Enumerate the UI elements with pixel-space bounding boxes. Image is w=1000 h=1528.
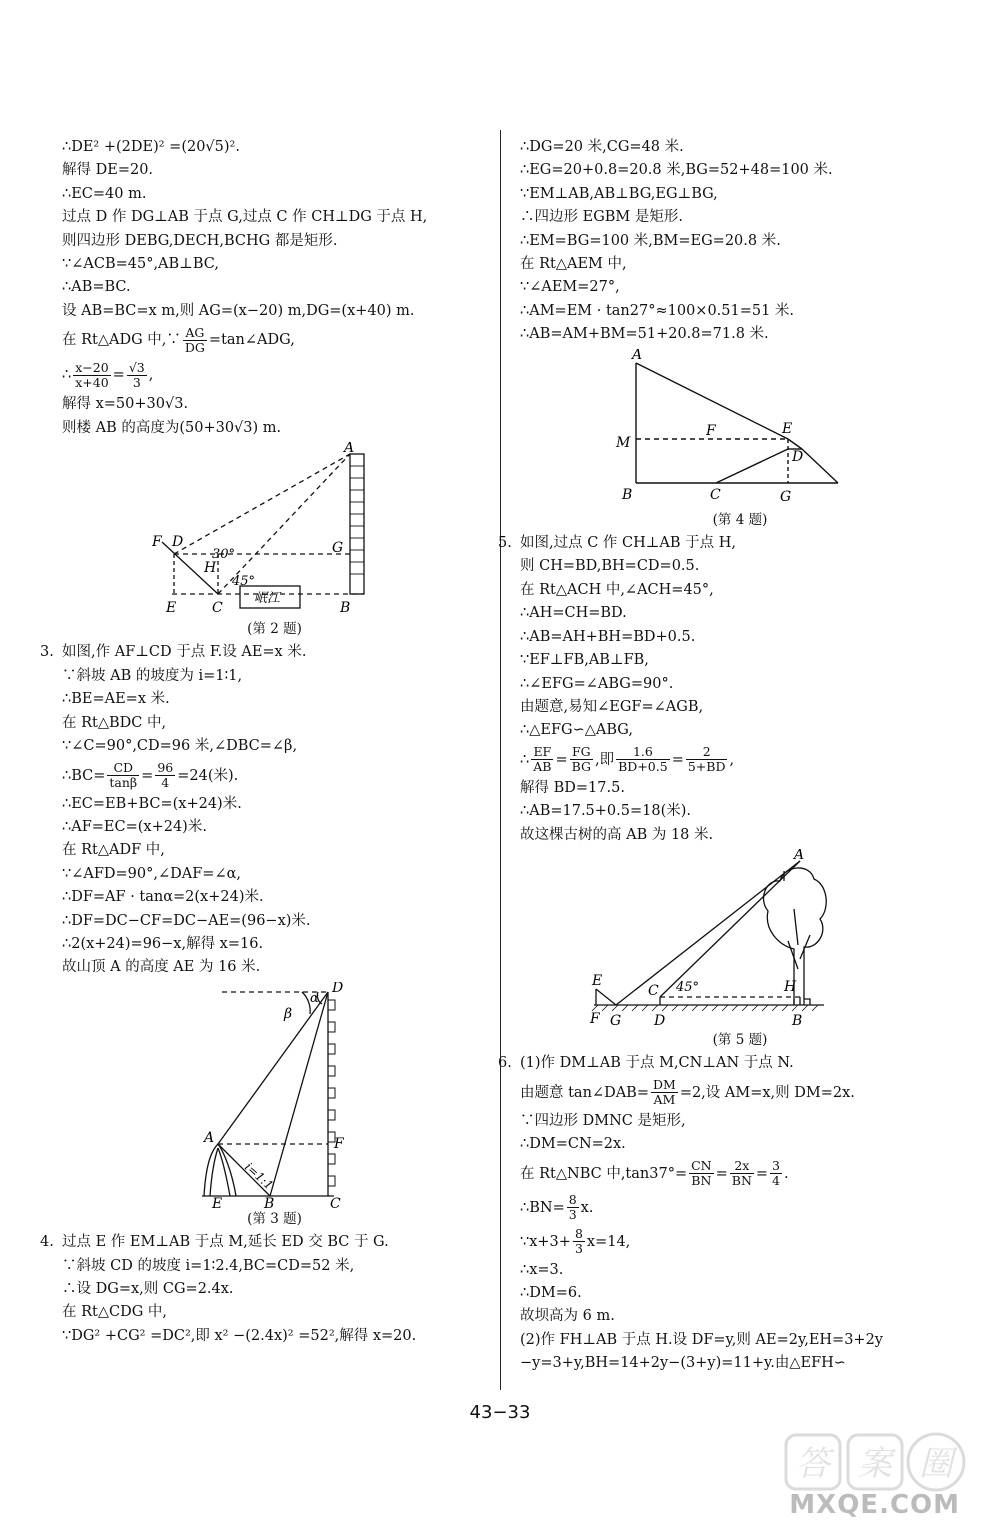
- text-line: −y=3+y,BH=14+2y−(3+y)=11+y.由△EFH∽: [520, 1355, 846, 1372]
- text-line: 设 AB=BC=x m,则 AG=(x−20) m,DG=(x+40) m.: [62, 302, 415, 319]
- problem-number: 3.: [40, 644, 54, 661]
- text-line: ∴AM=EM · tan27°≈100×0.51=51 米.: [520, 302, 795, 319]
- figure-5-diagram: [588, 849, 828, 1029]
- fraction: [127, 361, 147, 390]
- text-line: ∵斜坡 CD 的坡度 i=1∶2.4,BC=CD=52 米,: [62, 1257, 355, 1274]
- text-line: 在 Rt△CDG 中,: [62, 1304, 168, 1321]
- text-line: ∵EM⊥AB,AB⊥BG,EG⊥BG,: [520, 185, 718, 202]
- fraction: [616, 745, 670, 774]
- text-line: 故坝高为 6 m.: [520, 1308, 615, 1325]
- label-A: A: [204, 1129, 215, 1146]
- right-column: [498, 136, 960, 1376]
- text-line: ∴BE=AE=x 米.: [62, 691, 170, 708]
- label-B: B: [792, 1012, 803, 1029]
- text-line: (2)作 FH⊥AB 于点 H.设 DF=y,则 AE=2y,EH=3+2y: [520, 1331, 883, 1348]
- label-B: B: [264, 1195, 275, 1208]
- fraction-line: [520, 1191, 960, 1225]
- text-line: ∴AB=AM+BM=51+20.8=71.8 米.: [520, 326, 769, 343]
- text-line: 在 Rt△BDC 中,: [62, 714, 167, 731]
- label-F: F: [590, 1010, 600, 1027]
- text-line: ∴2(x+24)=96−x,解得 x=16.: [62, 935, 264, 952]
- watermark-char: 圈: [919, 1444, 953, 1484]
- fraction-line: [62, 323, 487, 357]
- label-D: D: [172, 534, 184, 551]
- label-C: C: [212, 600, 223, 617]
- text-line: 则四边形 DEBG,DECH,BCHG 都是矩形.: [62, 232, 338, 249]
- text-line: 则楼 AB 的高度为(50+30√3) m.: [62, 419, 282, 436]
- text-line: ∴EC=40 m.: [62, 185, 147, 202]
- text-line: 在 Rt△ACH 中,∠ACH=45°,: [520, 581, 714, 598]
- text-fragment: 由题意 tan∠DAB=: [520, 1084, 649, 1101]
- text-line: ∴DM=6.: [520, 1284, 582, 1301]
- text-line: 解得 x=50+30√3.: [62, 396, 189, 413]
- text-line: 故山顶 A 的高度 AE 为 16 米.: [62, 959, 261, 976]
- text-line: ∴EC=EB+BC=(x+24)米.: [62, 795, 242, 812]
- fraction-numerator: DM: [652, 1077, 676, 1093]
- text-fragment: 如图,过点 C 作 CH⊥AB 于点 H,: [520, 535, 737, 552]
- text-line: ∴AH=CH=BD.: [520, 605, 627, 622]
- text-line: ∴AB=BC.: [62, 279, 131, 296]
- text-line: ∴DF=DC−CF=DC−AE=(96−x)米.: [62, 912, 311, 929]
- fraction-numerator: CN: [691, 1158, 712, 1174]
- fraction-numerator: 2x: [730, 1159, 754, 1174]
- fraction-denominator: 3: [574, 1241, 583, 1257]
- text-line: ∴设 DG=x,则 CG=2.4x.: [62, 1280, 234, 1297]
- fraction-numerator: FG: [570, 745, 593, 760]
- text-fragment: ∵x+3+: [520, 1233, 571, 1250]
- label-H: H: [204, 560, 217, 577]
- label-G: G: [610, 1012, 622, 1029]
- text-fragment: x=14,: [586, 1233, 631, 1250]
- label-45: 45°: [232, 574, 256, 590]
- fraction-numerator: CD: [107, 761, 139, 776]
- label-G: G: [332, 540, 344, 557]
- fraction-denominator: 5+BD: [687, 759, 726, 775]
- text-line: ∴DM=CN=2x.: [520, 1136, 626, 1153]
- label-G: G: [780, 488, 792, 505]
- figure-2-diagram: [152, 442, 392, 618]
- label-D: D: [792, 448, 804, 465]
- text-line: ∴AF=EC=(x+24)米.: [62, 818, 207, 835]
- fraction-denominator: tanβ: [109, 775, 138, 790]
- text-line: 在 Rt△AEM 中,: [520, 256, 627, 273]
- label-45: 45°: [676, 979, 700, 995]
- fraction-denominator: BN: [691, 1173, 712, 1189]
- text-fragment: (1)作 DM⊥AB 于点 M,CN⊥AN 于点 N.: [520, 1055, 794, 1072]
- fraction-denominator: 3: [568, 1207, 577, 1223]
- fraction-numerator: EF: [531, 745, 553, 760]
- text-line: ∵∠C=90°,CD=96 米,∠DBC=∠β,: [62, 738, 298, 755]
- text-fragment: ,: [148, 367, 154, 384]
- fraction: [689, 1159, 714, 1188]
- text-fragment: =: [112, 367, 125, 384]
- label-C: C: [330, 1195, 341, 1208]
- fraction-numerator: 2: [686, 745, 728, 760]
- text-line: 由题意,易知∠EGF=∠AGB,: [520, 698, 704, 715]
- fraction: [651, 1078, 678, 1107]
- left-column: [40, 136, 487, 1348]
- problem-number: 5.: [498, 535, 512, 552]
- watermark-char: 答: [796, 1444, 830, 1484]
- label-H: H: [784, 978, 797, 995]
- fraction-line: 在 Rt△NBC 中,tan37°= $\frac{CN}{BN}$ = $\frac{2x}{BN}$ = $\frac{3}{4}$ .: [520, 1158, 789, 1189]
- fraction-denominator: AB: [533, 759, 552, 775]
- label-C: C: [648, 982, 659, 999]
- text-fragment: .: [784, 1165, 789, 1182]
- fraction: [155, 761, 175, 790]
- text-line: ∵∠ACB=45°,AB⊥BC,: [62, 256, 219, 273]
- text-fragment: ∴BN=: [520, 1199, 565, 1216]
- text-line: ∴x=3.: [520, 1261, 564, 1278]
- text-fragment: ,: [729, 751, 735, 768]
- column-divider: [500, 130, 501, 1390]
- text-line: ∴AB=17.5+0.5=18(米).: [520, 803, 692, 820]
- figure-caption: (第 3 题): [247, 1210, 302, 1227]
- text-line: ∵∠AFD=90°,∠DAF=∠α,: [62, 865, 241, 882]
- text-line: [498, 532, 960, 555]
- label-D: D: [654, 1012, 666, 1029]
- fraction-denominator: BG: [571, 759, 592, 775]
- fraction-numerator: x−20: [75, 359, 109, 375]
- fraction: [770, 1159, 782, 1188]
- label-M: M: [616, 434, 631, 451]
- fraction-numerator: √3: [128, 359, 145, 375]
- fraction: [570, 745, 593, 774]
- fraction: [183, 326, 207, 355]
- text-fragment: x.: [580, 1199, 594, 1216]
- fraction-denominator: BN: [731, 1173, 752, 1189]
- text-line: ∴EG=20+0.8=20.8 米,BG=52+48=100 米.: [520, 162, 833, 179]
- figure-caption: (第 2 题): [247, 621, 302, 638]
- fraction-denominator: 4: [161, 775, 170, 790]
- figure-caption: (第 4 题): [712, 511, 768, 528]
- figure-3-diagram: [202, 982, 372, 1208]
- text-line: ∴DF=AF · tanα=2(x+24)米.: [62, 889, 264, 906]
- fraction-numerator: 8: [574, 1226, 583, 1242]
- label-E: E: [782, 420, 793, 437]
- text-line: ∴∠EFG=∠ABG=90°.: [520, 675, 674, 692]
- text-fragment: 过点 E 作 EM⊥AB 于点 M,延长 ED 交 BC 于 G.: [62, 1234, 389, 1251]
- fraction: [567, 1193, 579, 1222]
- label-B: B: [622, 486, 633, 503]
- fraction-denominator: 3: [132, 374, 141, 390]
- text-fragment: =24(米).: [177, 767, 239, 784]
- text-line: [40, 641, 487, 664]
- text-line: 故这棵古树的高 AB 为 18 米.: [520, 826, 714, 843]
- fraction: [686, 745, 728, 774]
- text-line: ∵斜坡 AB 的坡度为 i=1∶1,: [62, 667, 243, 684]
- label-F: F: [152, 534, 162, 551]
- fraction-denominator: DG: [184, 339, 205, 355]
- label-slope: i=1:1: [241, 1159, 277, 1193]
- fraction-numerator: 96: [157, 760, 174, 775]
- text-line: 解得 BD=17.5.: [520, 779, 625, 796]
- text-fragment: ∴: [62, 367, 72, 384]
- text-fragment: =: [141, 767, 154, 784]
- label-alpha: α: [310, 990, 319, 1006]
- label-river: 岷江: [254, 591, 281, 607]
- label-C: C: [710, 486, 721, 503]
- text-fragment: 如图,作 AF⊥CD 于点 F.设 AE=x 米.: [62, 644, 307, 661]
- fraction-denominator: 4: [772, 1173, 780, 1189]
- text-line: [498, 1052, 960, 1075]
- watermark-url: MXQE.COM: [789, 1490, 960, 1520]
- text-line: 解得 DE=20.: [62, 162, 154, 179]
- text-line: 在 Rt△ADF 中,: [62, 842, 165, 859]
- text-fragment: ,即: [595, 751, 615, 768]
- fraction-denominator: AM: [653, 1092, 676, 1108]
- problem-number: 4.: [40, 1234, 54, 1251]
- text-fragment: =2,设 AM=x,则 DM=2x.: [679, 1084, 855, 1101]
- text-line: 则 CH=BD,BH=CD=0.5.: [520, 558, 700, 575]
- fraction: [531, 745, 553, 774]
- label-E: E: [166, 600, 177, 617]
- fraction: [730, 1159, 754, 1188]
- text-line: [40, 1231, 487, 1254]
- text-line: ∴DE² +(2DE)² =(20√5)².: [62, 139, 240, 155]
- watermark-char: 案: [858, 1444, 892, 1484]
- fraction-numerator: 3: [772, 1158, 780, 1174]
- figure-caption: (第 5 题): [712, 1031, 768, 1048]
- figure-4-diagram: [612, 349, 852, 509]
- fraction-numerator: 8: [568, 1192, 577, 1208]
- label-B: B: [340, 600, 351, 617]
- text-line: ∵∠AEM=27°,: [520, 279, 620, 296]
- fraction-denominator: x+40: [75, 374, 109, 390]
- fraction-line: [62, 759, 487, 793]
- text-fragment: ∴: [520, 751, 530, 768]
- fraction-numerator: AG: [183, 326, 207, 341]
- label-F: F: [706, 422, 716, 439]
- label-30: 30°: [212, 547, 236, 563]
- text-line: ∴AB=AH+BH=BD+0.5.: [520, 628, 696, 645]
- text-line: ∴四边形 EGBM 是矩形.: [520, 209, 683, 226]
- label-F: F: [334, 1135, 344, 1152]
- label-A: A: [632, 348, 643, 363]
- text-line: ∴△EFG∽△ABG,: [520, 722, 633, 739]
- label-beta: β: [284, 1005, 293, 1022]
- fraction: [73, 361, 110, 390]
- label-E: E: [592, 972, 603, 989]
- fraction: [573, 1227, 585, 1256]
- fraction-numerator: 1.6: [616, 745, 670, 760]
- text-fragment: 在 Rt△ADG 中,∵: [62, 332, 181, 349]
- label-A: A: [794, 848, 805, 863]
- text-line: 过点 D 作 DG⊥AB 于点 G,过点 C 作 CH⊥DG 于点 H,: [62, 209, 428, 226]
- text-line: ∴DG=20 米,CG=48 米.: [520, 139, 684, 155]
- fraction-line: [520, 1076, 960, 1110]
- text-line: ∵四边形 DMNC 是矩形,: [520, 1112, 686, 1129]
- fraction-line: [520, 1225, 960, 1259]
- fraction-line: ∴ $\frac{EF}{AB}$ = $\frac{FG}{BG}$ ,即 $\frac{1.6}{BD+0.5}$ = $\frac{2}{5+BD}$ ,: [520, 744, 735, 775]
- text-fragment: ∴BC=: [62, 767, 106, 784]
- page-number: 43−33: [469, 1402, 531, 1423]
- label-D: D: [332, 981, 344, 996]
- text-fragment: 在 Rt△NBC 中,tan37°=: [520, 1165, 688, 1182]
- text-fragment: =tan∠ADG,: [208, 332, 295, 349]
- text-line: ∴EM=BG=100 米,BM=EG=20.8 米.: [520, 232, 781, 249]
- text-line: ∵EF⊥FB,AB⊥FB,: [520, 652, 649, 669]
- problem-number: 6.: [498, 1055, 512, 1072]
- label-A: A: [344, 442, 355, 457]
- label-E: E: [212, 1195, 223, 1208]
- fraction-line: [62, 357, 487, 393]
- fraction-denominator: BD+0.5: [618, 759, 668, 775]
- fraction: [107, 761, 139, 790]
- text-line: ∵DG² +CG² =DC²,即 x² −(2.4x)² =52²,解得 x=20.: [62, 1327, 417, 1344]
